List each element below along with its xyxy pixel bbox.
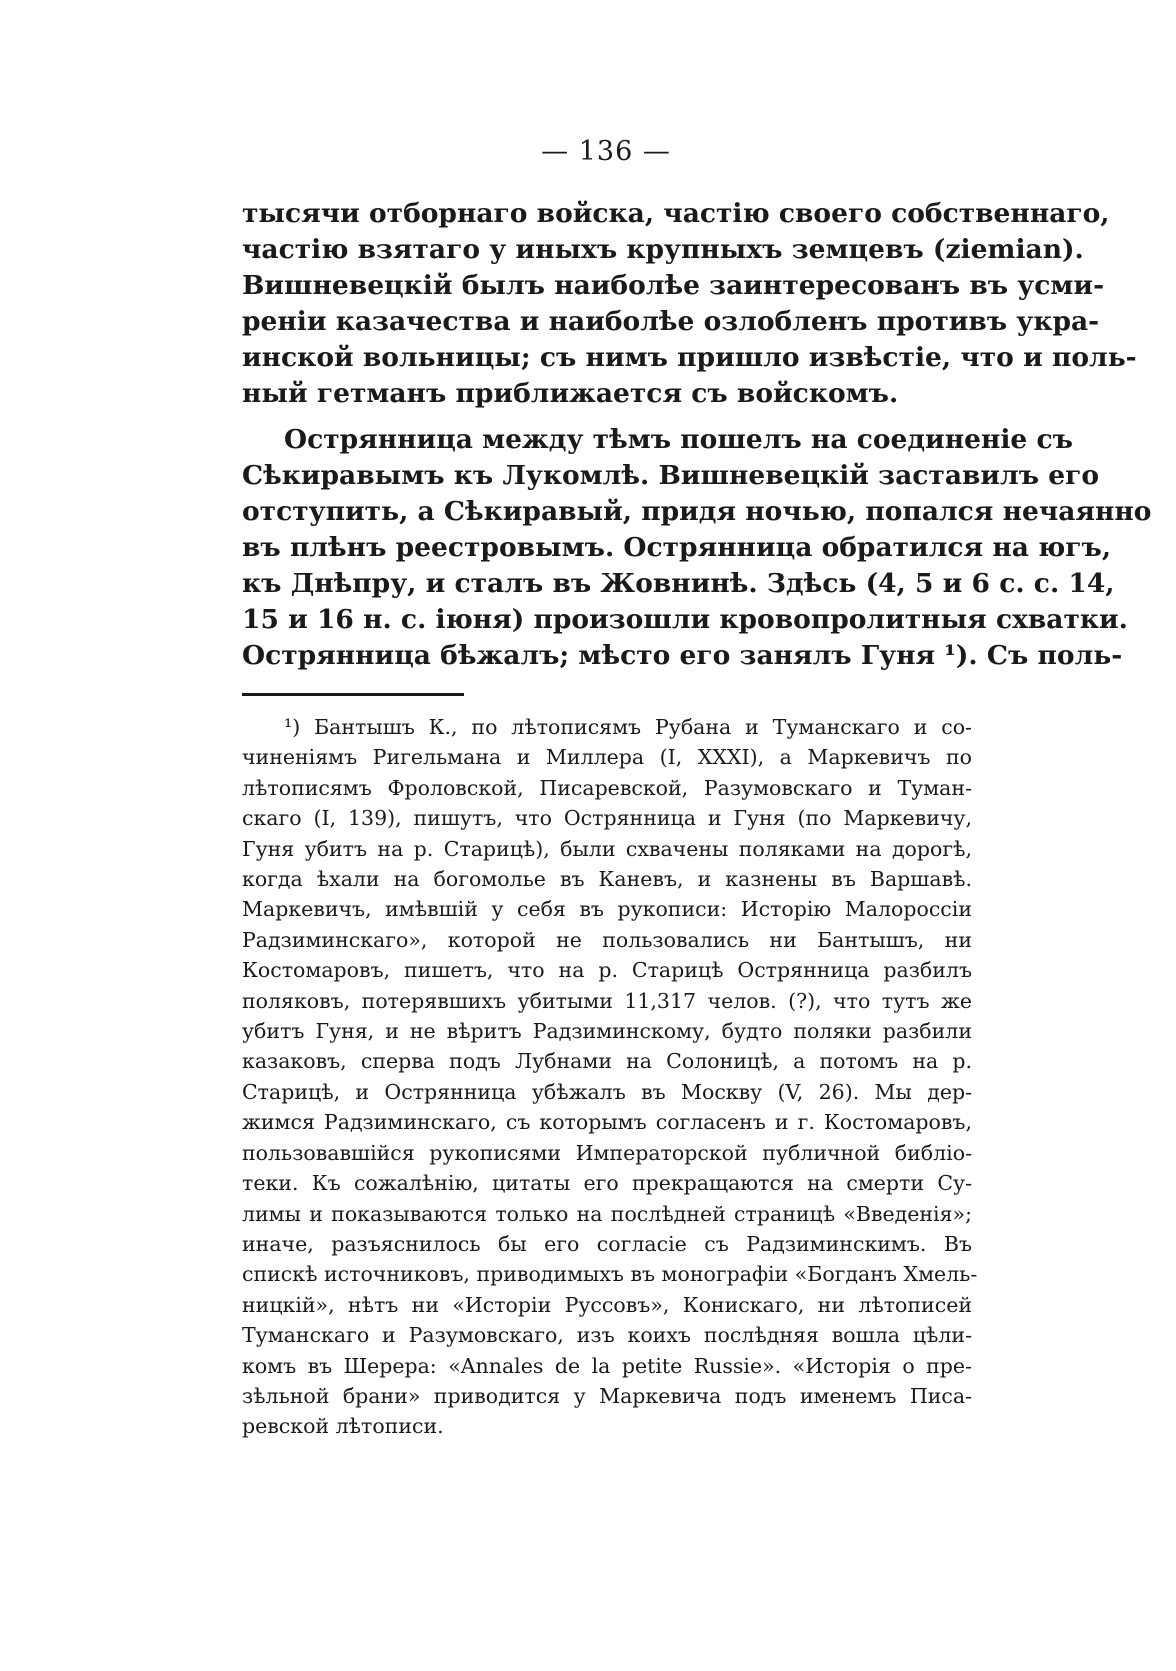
main-text (242, 196, 1152, 674)
text-line: въ плѣнъ реестровымъ. Острянница обратился на югъ, (242, 532, 1112, 563)
footnote-line: Маркевичъ, имѣвшій у себя въ рукописи: Исторію Малороссіи (242, 897, 972, 922)
footnote-line: Костомаровъ, пишетъ, что на р. Старицѣ Острянница разбилъ (242, 958, 972, 983)
footnote-divider (242, 693, 464, 696)
footnote-line: чиненіямъ Ригельмана и Миллера (I, XXXI), а Маркевичъ по (242, 745, 972, 770)
footnote-line: ревской лѣтописи. (242, 1414, 444, 1439)
footnote-line: убитъ Гуня, и не вѣритъ Радзиминскому, будто поляки разбили (242, 1019, 972, 1044)
text-line: тысячи отборнаго войска, частію своего собственнаго, (242, 198, 1110, 229)
footnote-line: ¹) Бантышъ К., по лѣтописямъ Рубана и Туманскаго и со- (284, 715, 972, 739)
footnote-line: Туманскаго и Разумовскаго, изъ коихъ послѣдняя вошла цѣли- (242, 1323, 972, 1348)
text-line: отступить, а Сѣкиравый, придя ночью, попался нечаянно (242, 496, 1152, 527)
text-line: инской вольницы; съ нимъ пришло извѣстіе, что и поль- (242, 342, 1137, 373)
footnote-line: иначе, разъяснилось бы его согласіе съ Радзиминскимъ. Въ (242, 1231, 972, 1256)
footnote-line: лѣтописямъ Фроловской, Писаревской, Разумовскаго и Туман- (242, 775, 972, 800)
footnote (242, 712, 978, 1442)
footnote-line: комъ въ Шерера: «Annales de la petite Russie». «Исторія о пре- (242, 1353, 972, 1378)
footnote-line: скаго (I, 139), пишутъ, что Острянница и Гуня (по Маркевичу, (242, 806, 972, 831)
text-line: Сѣкиравымъ къ Лукомлѣ. Вишневецкій заставилъ его (242, 460, 1100, 491)
footnote-line: зѣльной брани» приводится у Маркевича подъ именемъ Писа- (242, 1383, 972, 1408)
text-line: частію взятаго у иныхъ крупныхъ земцевъ (ziemian). (242, 234, 1084, 265)
footnote-line: поляковъ, потерявшихъ убитыми 11,317 челов. (?), что тутъ же (242, 988, 972, 1013)
footnote-line: лимы и показываются только на послѣдней страницѣ «Введенія»; (242, 1201, 972, 1226)
text-line: 15 и 16 н. с. іюня) произошли кровопролитныя схватки. (242, 604, 1128, 635)
footnote-line: теки. Къ сожалѣнію, цитаты его прекращаются на смерти Су- (242, 1171, 972, 1196)
text-line: къ Днѣпру, и сталъ въ Жовнинѣ. Здѣсь (4, 5 и 6 с. с. 14, (242, 568, 1115, 599)
footnote-line: жимся Радзиминскаго, съ которымъ согласенъ и г. Костомаровъ, (242, 1110, 972, 1135)
text-line: Вишневецкій былъ наиболѣе заинтересованъ въ усми- (242, 270, 1105, 301)
footnote-line: пользовавшійся рукописями Императорской публичной библіо- (242, 1140, 972, 1165)
text-line: Острянница бѣжалъ; мѣсто его занялъ Гуня ¹). Съ поль- (242, 640, 1123, 671)
footnote-line: Старицѣ, и Острянница убѣжалъ въ Москву (V, 26). Мы дер- (242, 1079, 972, 1104)
text-line: ный гетманъ приближается съ войскомъ. (242, 378, 899, 409)
footnote-line: казаковъ, сперва подъ Лубнами на Солоницѣ, а потомъ на р. (242, 1049, 972, 1074)
paragraph-gap (242, 412, 972, 422)
text-line: реніи казачества и наиболѣе озлобленъ противъ укра- (242, 306, 1100, 337)
page-number: — 136 — (541, 136, 671, 167)
footnote-line: спискѣ источниковъ, приводимыхъ въ монографіи «Богданъ Хмель- (242, 1262, 978, 1287)
text-line: Острянница между тѣмъ пошелъ на соединеніе съ (284, 424, 1073, 455)
footnote-line: ницкій», нѣтъ ни «Исторіи Руссовъ», Конискаго, ни лѣтописей (242, 1292, 972, 1317)
footnote-line: Гуня убитъ на р. Старицѣ), были схвачены поляками на дорогѣ, (242, 836, 972, 861)
footnote-line: Радзиминскаго», которой не пользовались ни Бантышъ, ни (242, 927, 972, 952)
footnote-line: когда ѣхали на богомолье въ Каневъ, и казнены въ Варшавѣ. (242, 867, 972, 892)
